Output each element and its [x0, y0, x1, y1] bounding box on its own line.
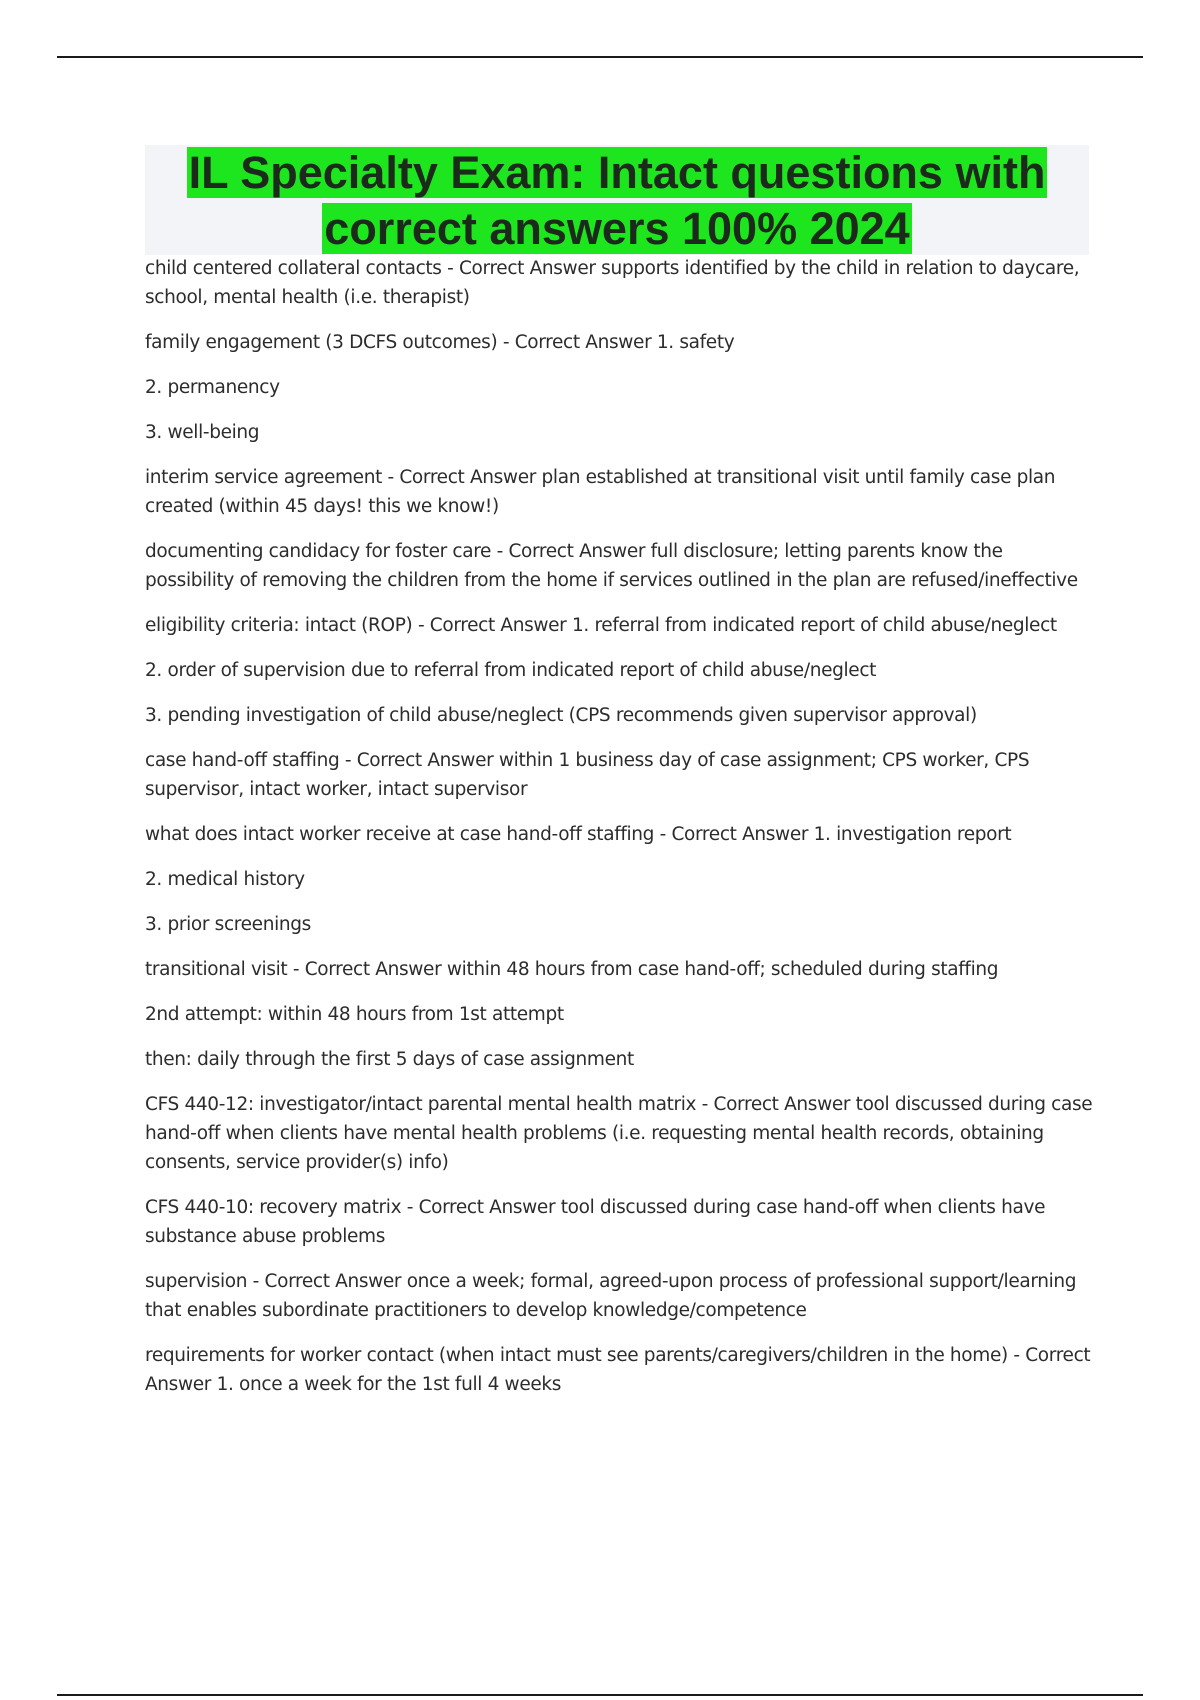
paragraph: child centered collateral contacts - Correct Answer supports identified by the child in relation to daycare, school, mental health (i.e. therapist) [145, 258, 1080, 308]
paragraph: 2. order of supervision due to referral from indicated report of child abuse/neglect [145, 660, 877, 681]
paragraph: eligibility criteria: intact (ROP) - Correct Answer 1. referral from indicated report of child abuse/neglect [145, 615, 1057, 636]
paragraph: CFS 440-12: investigator/intact parental mental health matrix - Correct Answer tool discussed during case hand-off when clients have mental health problems (i.e. requesting mental health records, obtaining consents, service provider(s) info) [145, 1094, 1093, 1173]
document-body [145, 254, 1095, 1415]
paragraph: 3. pending investigation of child abuse/neglect (CPS recommends given supervisor approval) [145, 705, 977, 726]
document-title: IL Specialty Exam: Intact questions with correct answers 100% 2024 [188, 147, 1046, 254]
paragraph: requirements for worker contact (when intact must see parents/caregivers/children in the home) - Correct Answer 1. once a week for the 1st full 4 weeks [145, 1345, 1091, 1395]
paragraph: 2nd attempt: within 48 hours from 1st attempt [145, 1004, 564, 1025]
paragraph: 3. prior screenings [145, 914, 311, 935]
paragraph: documenting candidacy for foster care - Correct Answer full disclosure; letting parents know the possibility of removing the children from the home if services outlined in the plan are refused/ineffective [145, 541, 1078, 591]
paragraph: 2. permanency [145, 377, 280, 398]
paragraph: supervision - Correct Answer once a week; formal, agreed-upon process of professional support/learning that enables subordinate practitioners to develop knowledge/competence [145, 1271, 1077, 1321]
paragraph: then: daily through the first 5 days of case assignment [145, 1049, 634, 1070]
top-rule [57, 56, 1143, 58]
paragraph: interim service agreement - Correct Answer plan established at transitional visit until family case plan created (within 45 days! this we know!) [145, 467, 1056, 517]
bottom-rule [57, 1694, 1143, 1696]
paragraph: 3. well-being [145, 422, 260, 443]
paragraph: family engagement (3 DCFS outcomes) - Correct Answer 1. safety [145, 332, 735, 353]
title-block [145, 145, 1089, 255]
paragraph: transitional visit - Correct Answer within 48 hours from case hand-off; scheduled during staffing [145, 959, 999, 980]
paragraph: CFS 440-10: recovery matrix - Correct Answer tool discussed during case hand-off when clients have substance abuse problems [145, 1197, 1046, 1247]
paragraph: case hand-off staffing - Correct Answer within 1 business day of case assignment; CPS worker, CPS supervisor, intact worker, intact supervisor [145, 750, 1030, 800]
paragraph: what does intact worker receive at case hand-off staffing - Correct Answer 1. investigation report [145, 824, 1012, 845]
paragraph: 2. medical history [145, 869, 305, 890]
